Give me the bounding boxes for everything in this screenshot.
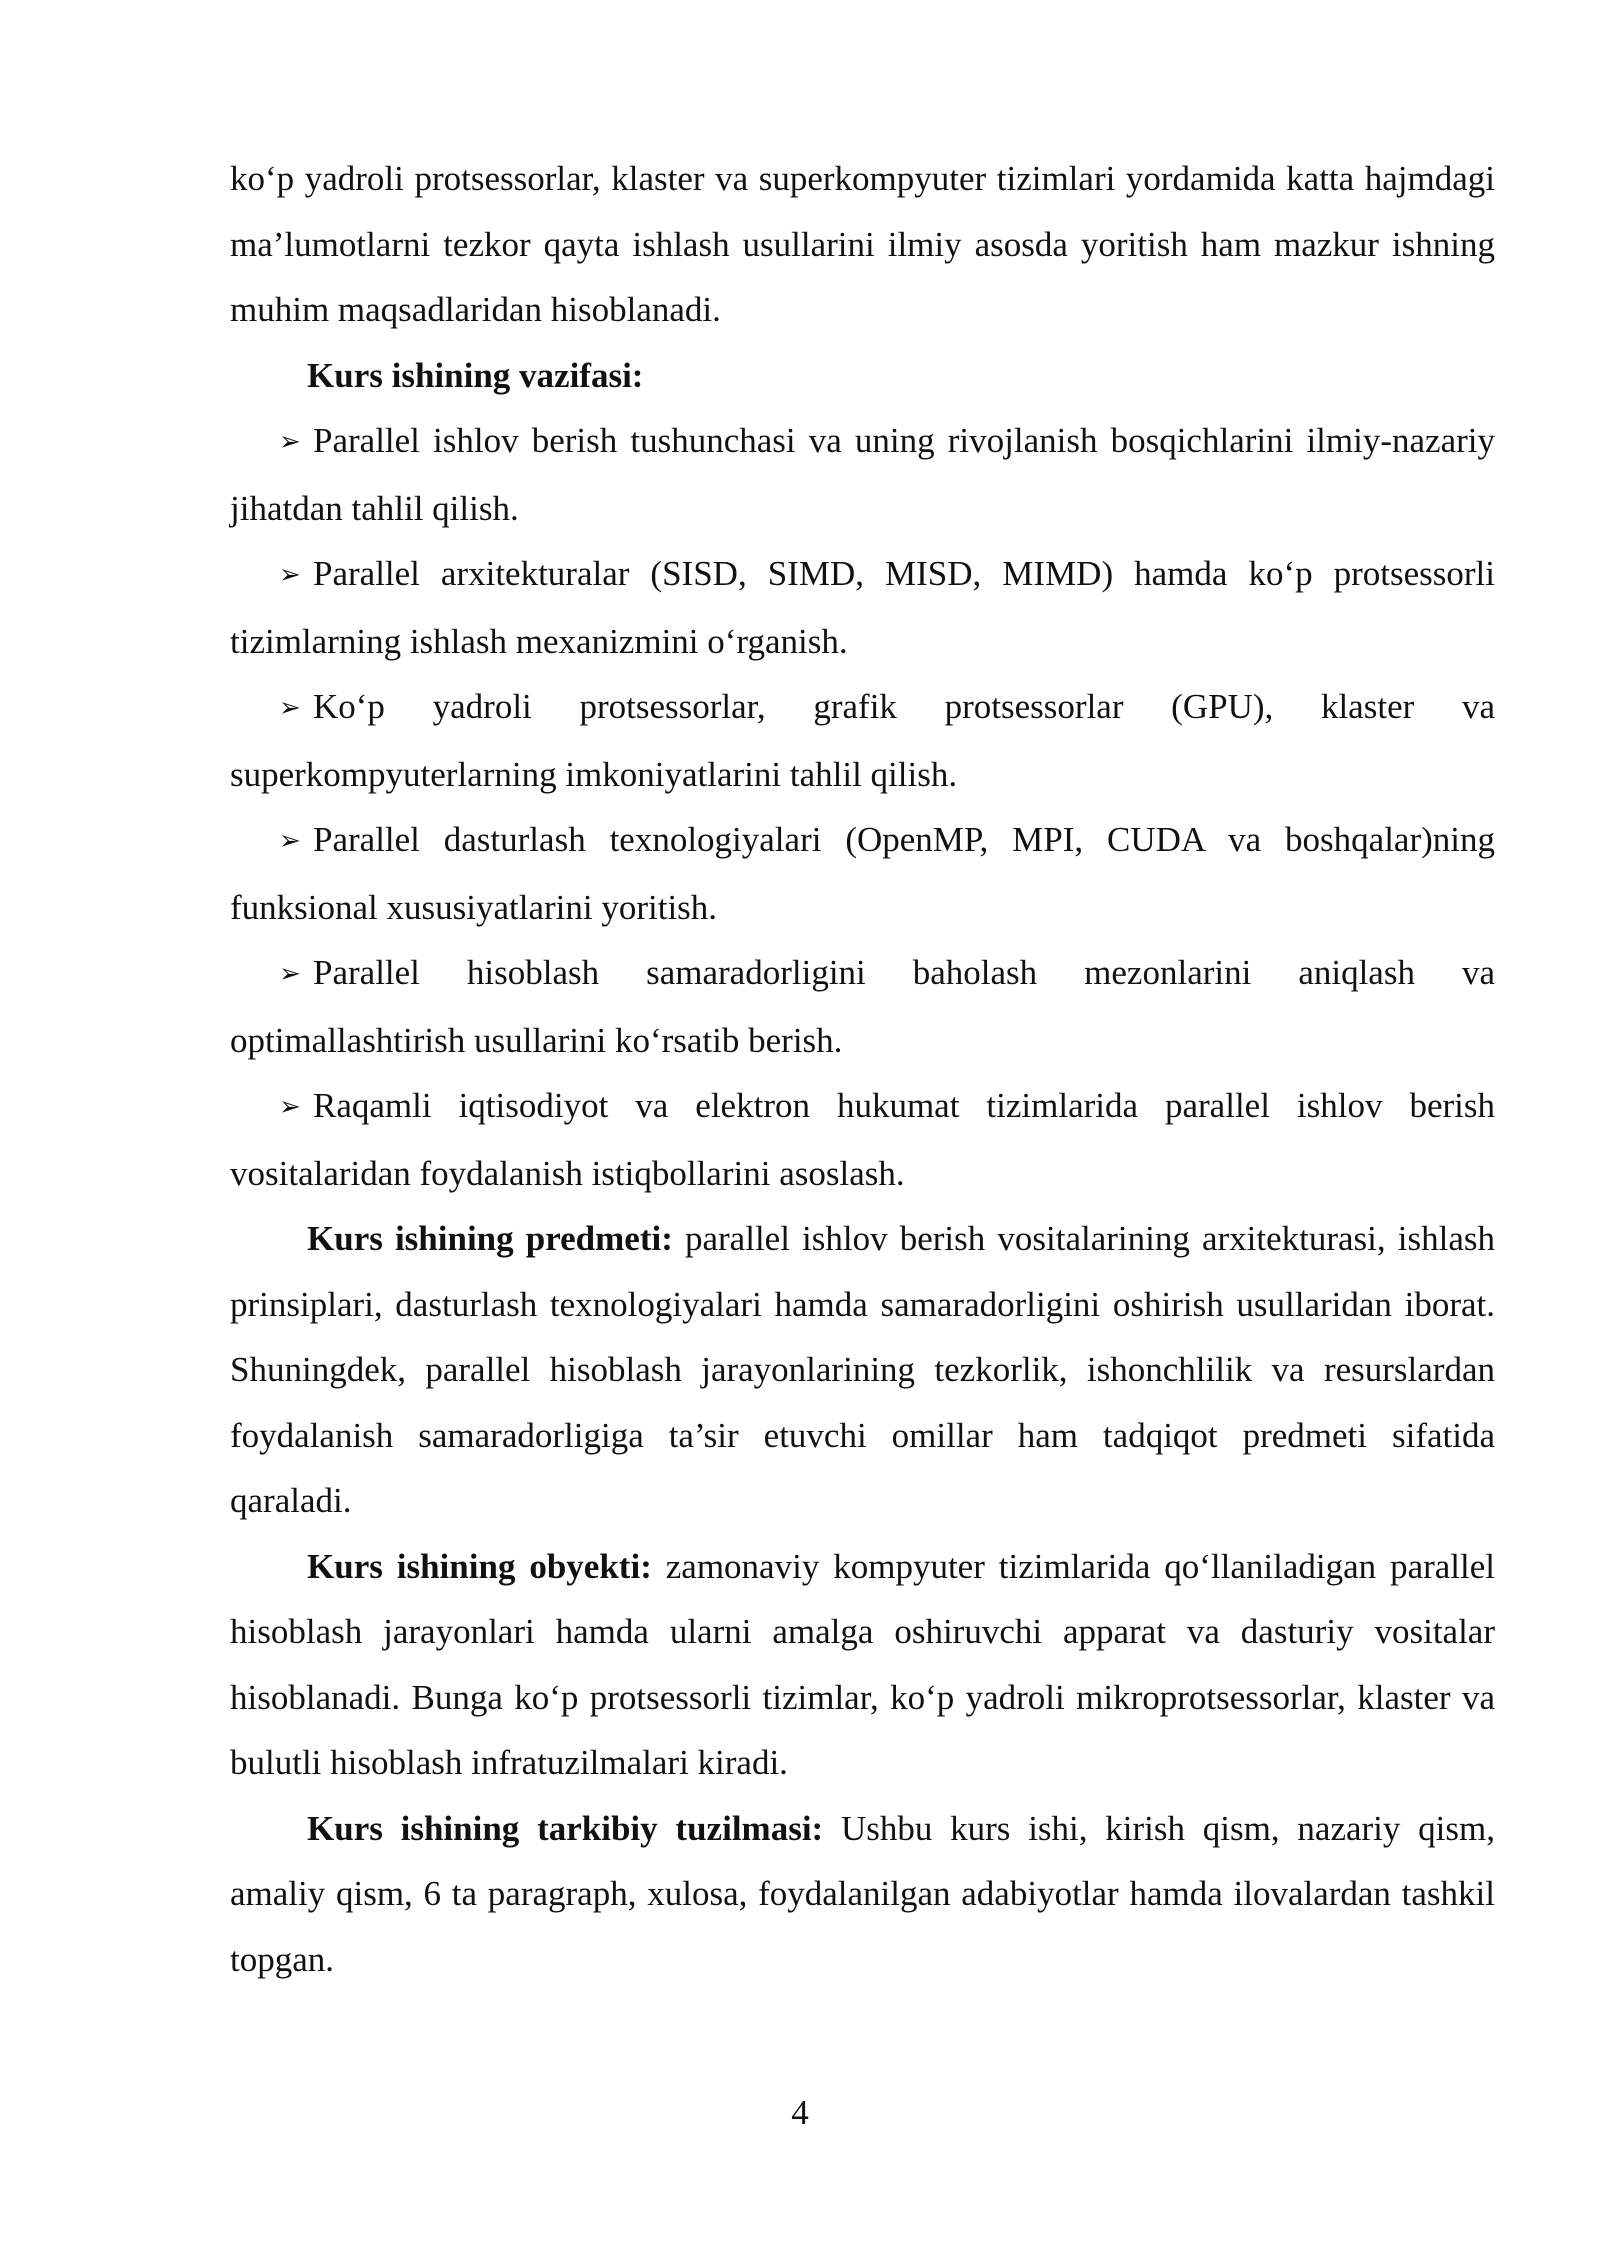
structure-text: Ushbu kurs ishi, kirish qism, nazariy qism, amaliy qism, 6 ta paragraph, xulosa, foydalanilgan adabiyotlar hamda ilovalardan tashkil topgan. [230, 1808, 1495, 1979]
task-item [230, 940, 1495, 1073]
task-item [230, 674, 1495, 807]
document-page [230, 146, 1495, 1992]
task-text: Parallel hisoblash samaradorligini baholash mezonlarini aniqlash va optimallashtirish usullarini ko‘rsatib berish. [230, 953, 1495, 1060]
subject-text: parallel ishlov berish vositalarining arxitekturasi, ishlash prinsiplari, dasturlash texnologiyalari hamda samaradorligini oshirish usullaridan iborat. Shuningdek, parallel hisoblash jarayonlarining tezkorlik, ishonchlilik va resurslardan foydalanish samaradorligiga ta’sir etuvchi omillar ham tadqiqot predmeti sifatida qaraladi. [230, 1219, 1495, 1520]
task-text: Parallel arxitekturalar (SISD, SIMD, MISD, MIMD) hamda ko‘p protsessorli tizimlarning ishlash mexanizmini o‘rganish. [230, 554, 1495, 661]
page-number: 4 [791, 2093, 809, 2132]
arrow-bullet-icon: ➢ [279, 693, 301, 723]
arrow-bullet-icon: ➢ [279, 1092, 301, 1122]
subject-paragraph [230, 1206, 1495, 1534]
arrow-bullet-icon: ➢ [279, 826, 301, 856]
task-item [230, 541, 1495, 674]
task-text: Parallel dasturlash texnologiyalari (OpenMP, MPI, CUDA va boshqalar)ning funksional xususiyatlarini yoritish. [230, 820, 1495, 927]
arrow-bullet-icon: ➢ [279, 959, 301, 989]
task-item [230, 807, 1495, 940]
subject-label: Kurs ishining predmeti: [307, 1219, 673, 1258]
task-item [230, 408, 1495, 541]
object-label: Kurs ishining obyekti: [307, 1546, 652, 1586]
intro-paragraph: ko‘p yadroli protsessorlar, klaster va superkompyuter tizimlari yordamida katta hajmdagi ma’lumotlarni tezkor qayta ishlash usullarini ilmiy asosda yoritish ham mazkur ishning muhim maqsadlaridan hisoblanadi. [230, 159, 1495, 329]
task-text: Raqamli iqtisodiyot va elektron hukumat tizimlarida parallel ishlov berish vositalaridan foydalanish istiqbollarini asoslash. [230, 1086, 1495, 1193]
structure-paragraph [230, 1796, 1495, 1993]
task-text: Parallel ishlov berish tushunchasi va uning rivojlanish bosqichlarini ilmiy-nazariy jihatdan tahlil qilish. [230, 421, 1495, 528]
tasks-heading: Kurs ishining vazifasi: [307, 355, 644, 395]
structure-label: Kurs ishining tarkibiy tuzilmasi: [307, 1808, 824, 1848]
arrow-bullet-icon: ➢ [279, 427, 301, 457]
object-paragraph [230, 1534, 1495, 1796]
task-text: Ko‘p yadroli protsessorlar, grafik protsessorlar (GPU), klaster va superkompyuterlarning imkoniyatlarini tahlil qilish. [230, 687, 1495, 794]
arrow-bullet-icon: ➢ [279, 560, 301, 590]
task-item [230, 1073, 1495, 1206]
object-text: zamonaviy kompyuter tizimlarida qo‘llaniladigan parallel hisoblash jarayonlari hamda ularni amalga oshiruvchi apparat va dasturiy vositalar hisoblanadi. Bunga ko‘p protsessorli tizimlar, ko‘p yadroli mikroprotsessorlar, klaster va bulutli hisoblash infratuzilmalari kiradi. [230, 1546, 1495, 1782]
